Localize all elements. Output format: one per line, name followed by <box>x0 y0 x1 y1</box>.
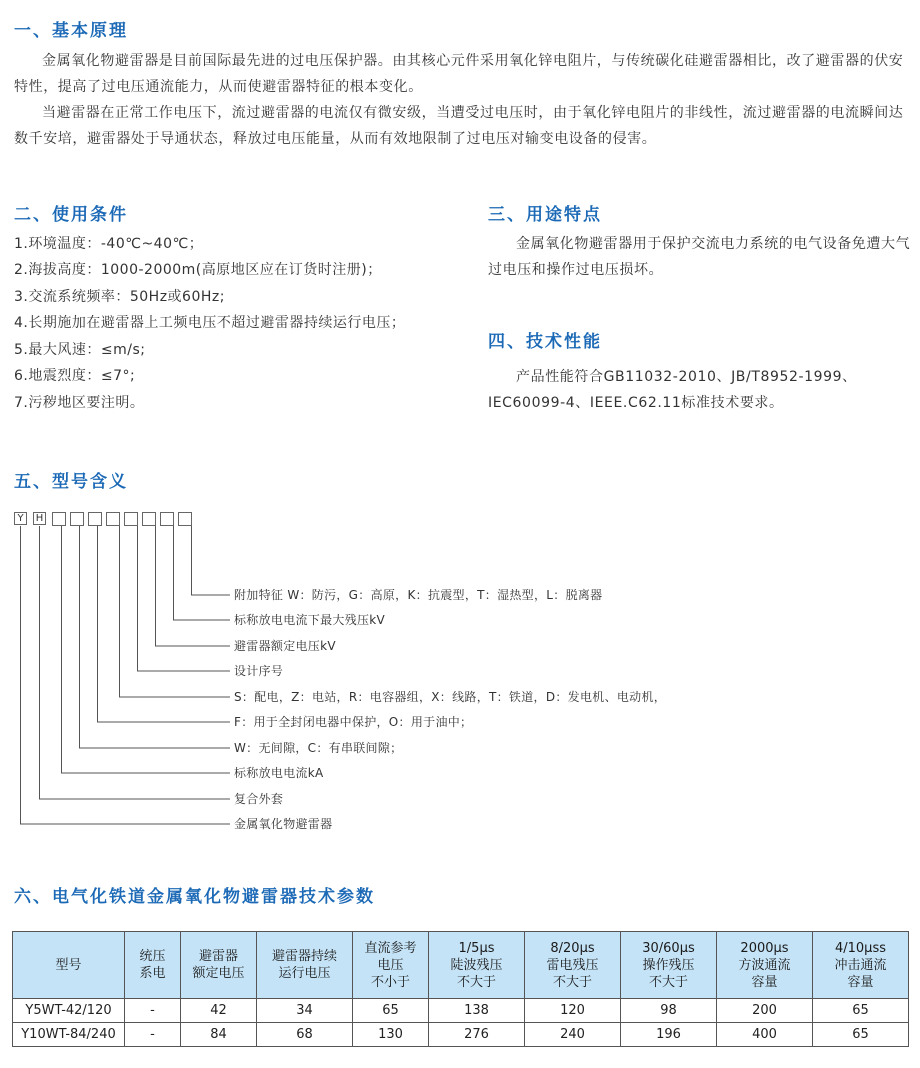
table-cell: 65 <box>813 1023 909 1047</box>
table-row <box>13 1023 909 1047</box>
leader-line <box>174 526 231 620</box>
table-cell: 120 <box>525 999 621 1023</box>
model-label: F：用于全封闭电器中保护，O：用于油中； <box>234 715 473 729</box>
section3-title: 三、用途特点 <box>488 205 602 225</box>
section2-title: 二、使用条件 <box>14 205 128 225</box>
section1-paragraph: 当避雷器在正常工作电压下，流过避雷器的电流仅有微安级，当遭受过电压时，由于氧化锌电阻片的非线性，流过避雷器的电流瞬间达数千安培，避雷器处于导通状态，释放过电压能量，从而有效地限制了过电压对输变电设备的侵害。 <box>14 105 904 147</box>
leader-line <box>21 526 231 824</box>
section3-body: 金属氧化物避雷器用于保护交流电力系统的电气设备免遭大气过电压和操作过电压损坏。 <box>488 236 911 278</box>
model-label: 标称放电电流下最大残压kV <box>234 613 386 627</box>
col-header-model: 型号 <box>13 932 125 999</box>
section6-title: 六、电气化铁道金属氧化物避雷器技术参数 <box>14 887 375 907</box>
table-cell: - <box>125 999 181 1023</box>
model-code-box <box>179 513 192 526</box>
table-cell: 68 <box>257 1023 353 1047</box>
model-code-box <box>89 513 102 526</box>
table-cell: Y10WT-84/240 <box>13 1023 125 1047</box>
table-cell: 400 <box>717 1023 813 1047</box>
spec-table <box>12 931 909 1047</box>
col-header-continuous-voltage: 避雷器持续 运行电压 <box>257 932 353 999</box>
model-label: S：配电，Z：电站，R：电容器组，X：线路，T：铁道，D：发电机、电动机， <box>234 690 667 704</box>
table-cell: 65 <box>813 999 909 1023</box>
section1-paragraph: 金属氧化物避雷器是目前国际最先进的过电压保护器。由其核心元件采用氧化锌电阻片，与传统碳化硅避雷器相比，改了避雷器的伏安特性，提高了过电压通流能力，从而使避雷器特征的根本变化。 <box>14 53 904 95</box>
table-cell: Y5WT-42/120 <box>13 999 125 1023</box>
section1-body <box>14 48 910 152</box>
leader-line <box>192 526 231 595</box>
condition-item: 3.交流系统频率：50Hz或60Hz; <box>14 289 225 305</box>
model-code-box <box>107 513 120 526</box>
leader-line <box>40 526 231 799</box>
model-code-box <box>125 513 138 526</box>
table-cell: 42 <box>181 999 257 1023</box>
model-label: 设计序号 <box>234 664 284 678</box>
condition-item: 4.长期施加在避雷器上工频电压不超过避雷器持续运行电压； <box>14 315 406 331</box>
table-cell: 276 <box>429 1023 525 1047</box>
col-header-lightning-residual: 8/20μs 雷电残压 不大于 <box>525 932 621 999</box>
model-code-box <box>161 513 174 526</box>
model-code-letter-y: Y <box>14 512 27 525</box>
model-label: 复合外套 <box>234 792 284 806</box>
col-header-rated-voltage: 避雷器 额定电压 <box>181 932 257 999</box>
leader-line <box>98 526 231 722</box>
condition-item: 2.海拔高度：1000-2000m(高原地区应在订货时注册)； <box>14 262 382 278</box>
table-cell: 196 <box>621 1023 717 1047</box>
section1-title: 一、基本原理 <box>14 21 128 41</box>
condition-item: 7.污秽地区要注明。 <box>14 395 145 411</box>
col-header-square-wave-capacity: 2000μs 方波通流 容量 <box>717 932 813 999</box>
table-cell: 84 <box>181 1023 257 1047</box>
section4-body: 产品性能符合GB11032-2010、JB/T8952-1999、IEC60099-4、IEEE.C62.11标准技术要求。 <box>488 369 857 411</box>
model-code-letter-h: H <box>33 512 46 525</box>
model-code-box <box>143 513 156 526</box>
model-label: 避雷器额定电压kV <box>234 639 336 653</box>
model-code-diagram <box>0 500 660 840</box>
leader-line <box>156 526 231 646</box>
table-cell: 240 <box>525 1023 621 1047</box>
col-header-switching-residual: 30/60μs 操作残压 不大于 <box>621 932 717 999</box>
leader-line <box>138 526 231 671</box>
condition-item: 5.最大风速：≤m/s; <box>14 342 146 358</box>
table-cell: 98 <box>621 999 717 1023</box>
col-header-impulse-capacity: 4/10μss 冲击通流 容量 <box>813 932 909 999</box>
leader-line <box>62 526 231 773</box>
model-code-box <box>71 513 84 526</box>
model-label: 标称放电电流kA <box>234 766 324 780</box>
leader-line <box>80 526 231 748</box>
table-cell: - <box>125 1023 181 1047</box>
table-row <box>13 999 909 1023</box>
table-cell: 200 <box>717 999 813 1023</box>
condition-item: 6.地震烈度：≤7°; <box>14 368 136 384</box>
section5-title: 五、型号含义 <box>14 472 128 492</box>
table-cell: 34 <box>257 999 353 1023</box>
table-cell: 65 <box>353 999 429 1023</box>
table-cell: 138 <box>429 999 525 1023</box>
col-header-dc-reference: 直流参考 电压 不小于 <box>353 932 429 999</box>
col-header-system-voltage: 统压 系电 <box>125 932 181 999</box>
model-label: 金属氧化物避雷器 <box>234 817 333 831</box>
section4-title: 四、技术性能 <box>488 332 602 352</box>
condition-item: 1.环境温度：-40℃~40℃； <box>14 236 204 252</box>
spec-table-header-row <box>13 932 909 999</box>
col-header-steep-residual: 1/5μs 陡波残压 不大于 <box>429 932 525 999</box>
model-code-box <box>53 513 66 526</box>
model-label: 附加特征 W：防污，G：高原，K：抗震型，T：湿热型，L：脱离器 <box>234 588 603 602</box>
table-cell: 130 <box>353 1023 429 1047</box>
model-label: W：无间隙，C：有串联间隙； <box>234 741 403 755</box>
